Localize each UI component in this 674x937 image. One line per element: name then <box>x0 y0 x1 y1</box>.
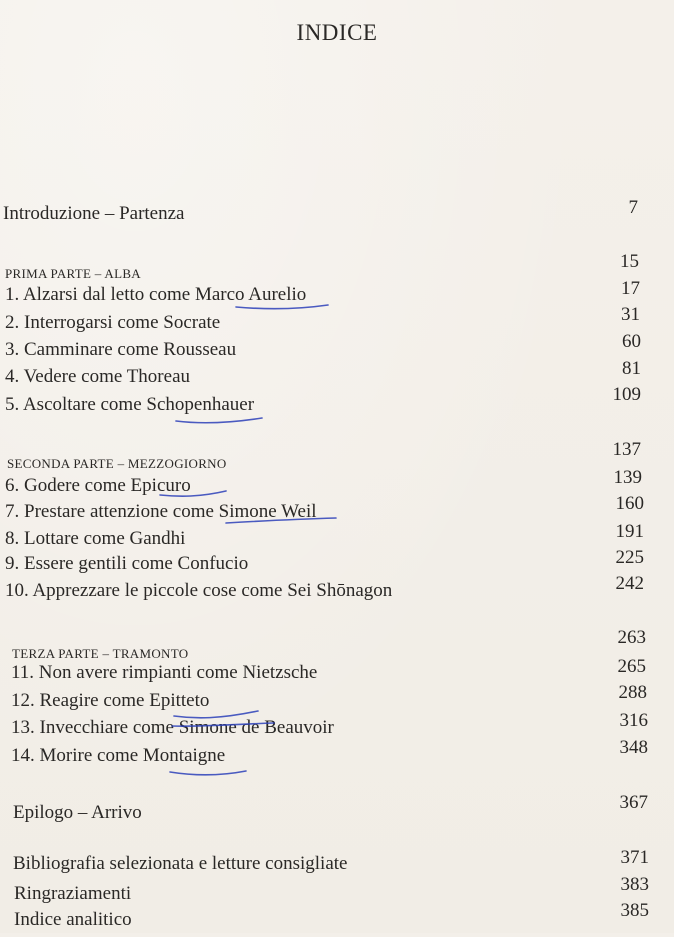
toc-chapter-page: 225 <box>615 547 644 568</box>
toc-chapter-label: 10. Apprezzare le piccole cose come Sei Shōnagon <box>5 580 393 601</box>
toc-chapter-label: 11. Non avere rimpianti come Nietzsche <box>11 662 318 683</box>
part-heading-page: 263 <box>617 627 646 648</box>
toc-chapter-page: 139 <box>613 467 642 488</box>
part-heading-page: 137 <box>612 439 641 460</box>
toc-chapter-14 <box>0 737 674 773</box>
part-heading-label: PRIMA PARTE – ALBA <box>5 266 141 281</box>
toc-chapter-13 <box>0 710 674 745</box>
toc-backmatter-bibliografia <box>0 847 674 881</box>
toc-chapter-page: 191 <box>615 521 644 542</box>
toc-chapter-4 <box>0 358 674 394</box>
toc-chapter-label: 1. Alzarsi dal letto come Marco Aurelio <box>5 284 307 305</box>
toc-chapter-page: 160 <box>615 493 644 514</box>
toc-chapter-label: 9. Essere gentili come Confucio <box>5 553 249 574</box>
toc-chapter-1 <box>0 278 674 312</box>
toc-chapter-page: 109 <box>612 384 641 405</box>
toc-entry-intro <box>0 197 674 231</box>
toc-chapter-10 <box>0 573 674 608</box>
toc-chapter-11 <box>0 656 674 690</box>
page-title: INDICE <box>296 20 378 45</box>
toc-entry-page: 7 <box>628 197 638 218</box>
toc-entry-label: Bibliografia selezionata e letture consigliate <box>13 853 348 874</box>
part-heading-page: 15 <box>620 251 639 272</box>
toc-chapter-label: 5. Ascoltare come Schopenhauer <box>5 394 255 415</box>
toc-chapter-page: 348 <box>619 737 648 758</box>
toc-chapter-label: 3. Camminare come Rousseau <box>5 339 237 360</box>
toc-chapter-page: 31 <box>621 304 640 325</box>
toc-chapter-page: 242 <box>615 573 644 594</box>
toc-chapter-7 <box>0 493 674 529</box>
toc-entry-label: Ringraziamenti <box>14 883 132 904</box>
toc-entry-page: 367 <box>619 792 648 813</box>
toc-chapter-9 <box>0 547 674 581</box>
toc-chapter-label: 7. Prestare attenzione come Simone Weil <box>5 501 317 522</box>
toc-chapter-3 <box>0 331 674 367</box>
toc-entry-page: 383 <box>620 874 649 895</box>
toc-chapter-5 <box>0 384 674 422</box>
toc-chapter-page: 265 <box>617 656 646 677</box>
toc-entry-epilogue <box>0 792 674 830</box>
toc-chapter-label: 13. Invecchiare come Simone de Beauvoir <box>11 717 334 738</box>
toc-entry-page: 385 <box>620 900 649 921</box>
toc-entry-label: Introduzione – Partenza <box>3 203 185 224</box>
toc-entry-page: 371 <box>620 847 649 868</box>
toc-chapter-12 <box>0 682 674 718</box>
toc-chapter-label: 2. Interrogarsi come Socrate <box>5 312 221 333</box>
toc-chapter-label: 4. Vedere come Thoreau <box>5 366 190 387</box>
toc-chapter-page: 288 <box>618 682 647 703</box>
toc-backmatter-ringraziamenti <box>0 874 674 911</box>
part-heading-label: TERZA PARTE – TRAMONTO <box>12 646 189 661</box>
toc-chapter-label: 8. Lottare come Gandhi <box>5 528 186 549</box>
toc-chapter-page: 81 <box>622 358 641 379</box>
toc-chapter-6 <box>0 467 674 503</box>
toc-chapter-label: 14. Morire come Montaigne <box>11 745 226 766</box>
toc-chapter-label: 12. Reagire come Epitteto <box>11 690 210 711</box>
toc-chapter-8 <box>0 521 674 556</box>
toc-chapter-2 <box>0 304 674 340</box>
toc-chapter-page: 60 <box>622 331 641 352</box>
toc-chapter-page: 17 <box>621 278 640 299</box>
toc-chapter-label: 6. Godere come Epicuro <box>5 475 191 496</box>
toc-entry-label: Indice analitico <box>14 909 132 930</box>
part-heading-label: SECONDA PARTE – MEZZOGIORNO <box>7 456 227 471</box>
toc-entry-label: Epilogo – Arrivo <box>13 802 142 823</box>
toc-chapter-page: 316 <box>619 710 648 731</box>
